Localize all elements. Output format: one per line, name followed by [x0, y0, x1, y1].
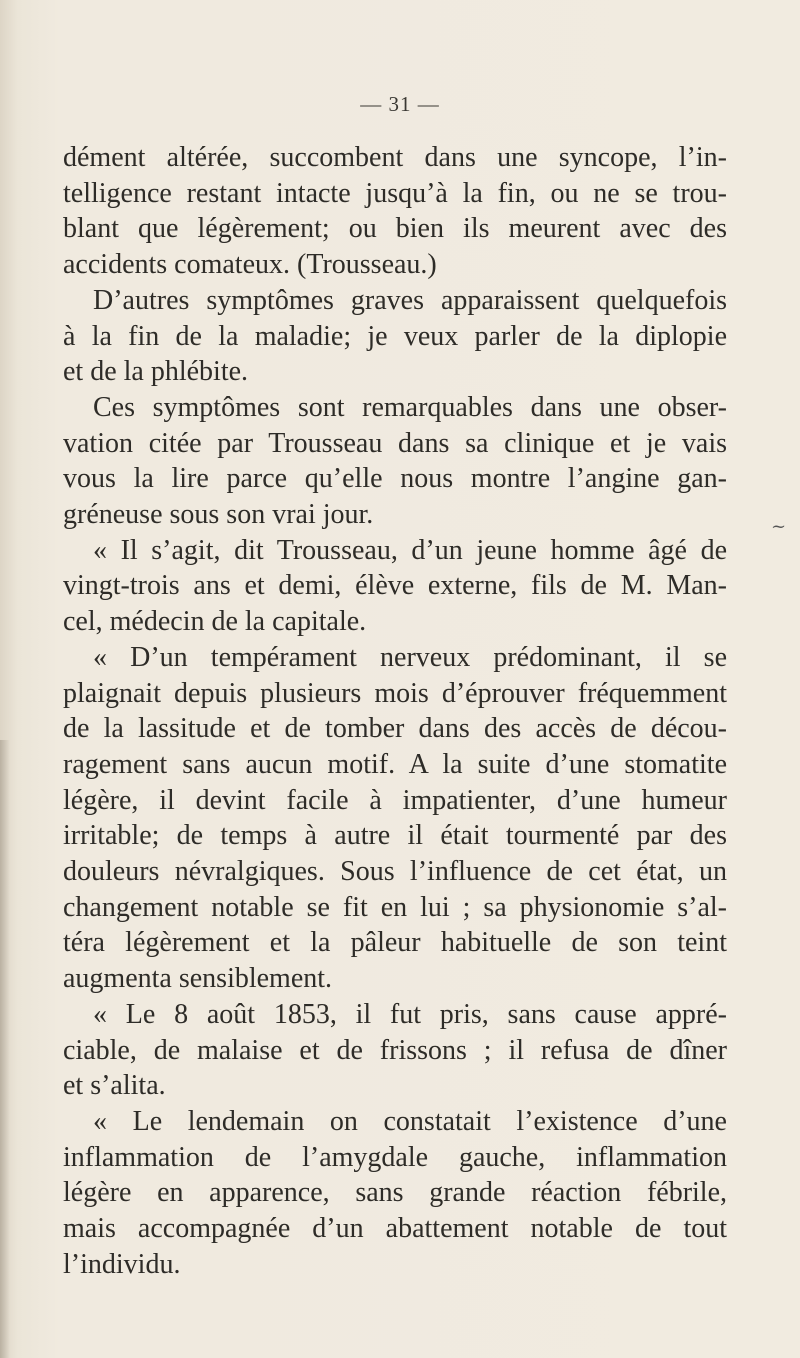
text-line: téra légèrement et la pâleur habituelle de son teint [63, 927, 727, 959]
text-line: douleurs névralgiques. Sous l’influence de cet état, un [63, 856, 727, 888]
margin-mark: ~ [771, 516, 787, 537]
text-line: blant que légèrement; ou bien ils meurent avec des [63, 213, 727, 245]
gutter-shadow [0, 740, 10, 1358]
text-line: et de la phlébite. [63, 356, 249, 388]
text-line: à la fin de la maladie; je veux parler de la diplopie [63, 320, 727, 352]
text-line: et s’alita. [63, 1070, 166, 1102]
text-line: « Il s’agit, dit Trousseau, d’un jeune homme âgé de [93, 534, 727, 566]
text-line: ragement sans aucun motif. A la suite d’une stomatite [63, 748, 727, 780]
text-line: « D’un tempérament nerveux prédominant, il se [93, 641, 727, 673]
text-line: légère, il devint facile à impatienter, d’une humeur [63, 784, 727, 816]
text-line: cel, médecin de la capitale. [63, 606, 367, 638]
body-text [63, 140, 727, 1283]
text-line: Ces symptômes sont remarquables dans une obser- [93, 391, 727, 423]
page-number: — 31 — [360, 92, 440, 116]
text-line: légère en apparence, sans grande réaction fébrile, [63, 1177, 727, 1209]
text-line: vation citée par Trousseau dans sa clinique et je vais [63, 427, 727, 459]
text-line: l’individu. [63, 1248, 181, 1280]
text-line: dément altérée, succombent dans une syncope, l’in- [63, 142, 727, 173]
text-line: vingt-trois ans et demi, élève externe, fils de M. Man- [63, 570, 727, 602]
text-line: « Le 8 août 1853, il fut pris, sans cause appré- [93, 998, 727, 1030]
text-line: augmenta sensiblement. [63, 963, 333, 995]
text-line: gréneuse sous son vrai jour. [63, 499, 374, 531]
text-line: « Le lendemain on constatait l’existence d’une [93, 1105, 727, 1137]
text-line: accidents comateux. (Trousseau.) [63, 249, 437, 281]
text-line: D’autres symptômes graves apparaissent quelquefois [93, 284, 727, 316]
text-line: ciable, de malaise et de frissons ; il refusa de dîner [63, 1034, 727, 1066]
text-line: mais accompagnée d’un abattement notable de tout [63, 1213, 727, 1245]
text-line: inflammation de l’amygdale gauche, inflammation [63, 1141, 727, 1173]
text-line: irritable; de temps à autre il était tourmenté par des [63, 820, 727, 852]
text-line: plaignait depuis plusieurs mois d’éprouver fréquemment [63, 677, 727, 709]
text-line: telligence restant intacte jusqu’à la fin, ou ne se trou- [63, 177, 727, 209]
text-line: de la lassitude et de tomber dans des accès de décou- [63, 713, 727, 745]
text-line: changement notable se fit en lui ; sa physionomie s’al- [63, 891, 727, 923]
text-line: vous la lire parce qu’elle nous montre l’angine gan- [63, 463, 727, 495]
